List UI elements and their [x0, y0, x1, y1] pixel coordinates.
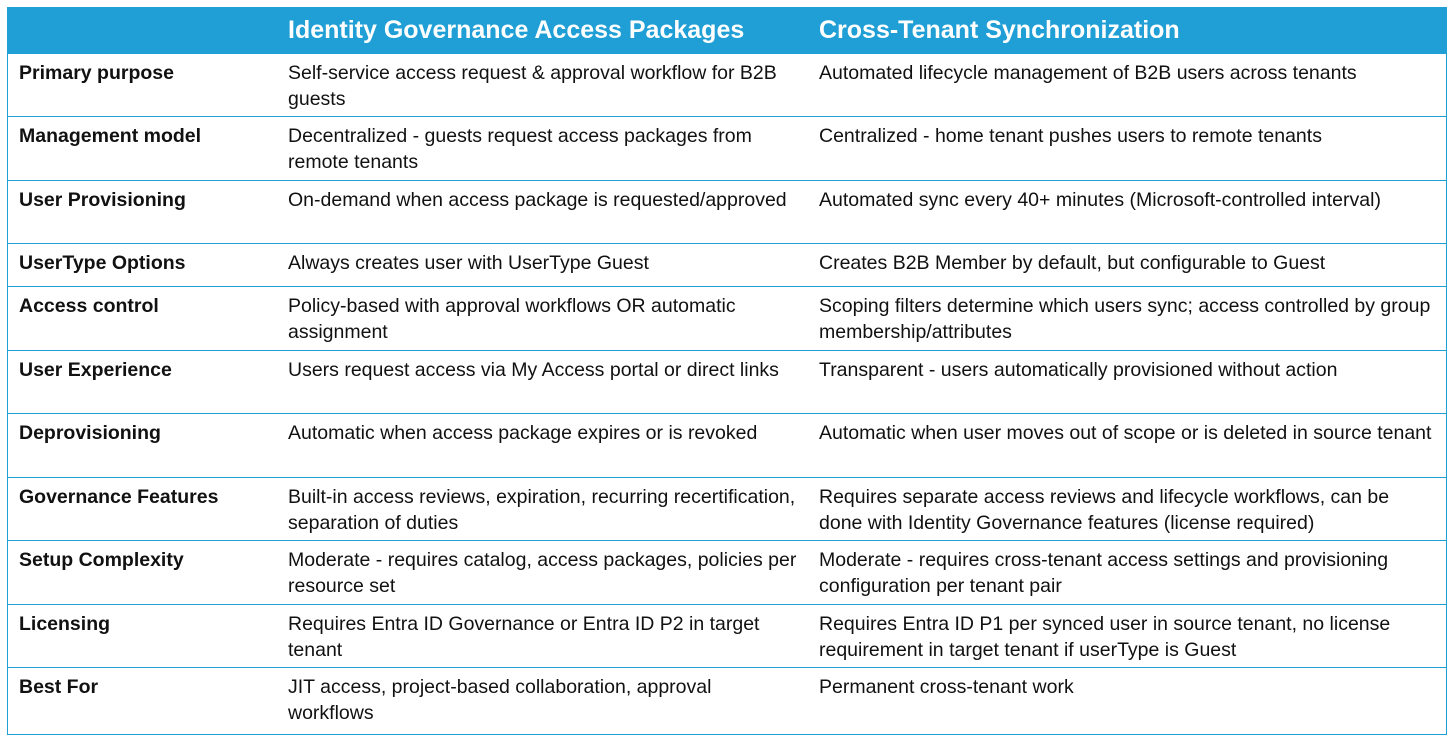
row-cts: Automatic when user moves out of scope or is deleted in source tenant — [819, 422, 1432, 444]
table-row — [8, 541, 1446, 605]
row-cts: Scoping filters determine which users sync; access controlled by group membership/attributes — [819, 295, 1431, 343]
row-cts: Creates B2B Member by default, but configurable to Guest — [819, 252, 1326, 274]
row-cts: Centralized - home tenant pushes users to remote tenants — [819, 125, 1322, 147]
row-igap: Decentralized - guests request access packages from remote tenants — [288, 125, 752, 173]
table-row — [8, 244, 1446, 287]
header-feature — [8, 8, 277, 53]
row-feature: User Provisioning — [19, 188, 186, 211]
row-feature: Governance Features — [19, 485, 219, 508]
row-igap: Moderate - requires catalog, access packages, policies per resource set — [288, 549, 797, 597]
row-cts: Automated lifecycle management of B2B users across tenants — [819, 61, 1357, 84]
row-igap: Self-service access request & approval workflow for B2B guests — [288, 61, 777, 110]
comparison-table — [8, 8, 1446, 731]
row-igap: Built-in access reviews, expiration, recurring recertification, separation of duties — [288, 485, 796, 534]
row-cts: Requires Entra ID P1 per synced user in source tenant, no license requirement in target tenant if userType is Guest — [819, 612, 1391, 661]
table-row — [8, 668, 1446, 732]
row-feature: Best For — [19, 676, 99, 698]
row-cts: Permanent cross-tenant work — [819, 676, 1074, 698]
row-feature: Management model — [19, 125, 202, 147]
table-row — [8, 414, 1446, 478]
row-igap: Automatic when access package expires or is revoked — [288, 422, 758, 444]
header-cross-tenant-sync: Cross-Tenant Synchronization — [819, 15, 1180, 44]
row-igap: Always creates user with UserType Guest — [288, 252, 649, 274]
row-igap: JIT access, project-based collaboration, approval workflows — [288, 676, 712, 724]
table-row — [8, 53, 1446, 117]
table-row — [8, 604, 1446, 668]
table-row — [8, 287, 1446, 351]
row-feature: User Experience — [19, 358, 172, 381]
row-feature: UserType Options — [19, 252, 186, 274]
table-header-row — [8, 8, 1446, 53]
row-igap: On-demand when access package is requested/approved — [288, 188, 787, 211]
row-igap: Policy-based with approval workflows OR automatic assignment — [288, 295, 736, 343]
table-row — [8, 350, 1446, 414]
row-igap: Requires Entra ID Governance or Entra ID P2 in target tenant — [288, 612, 760, 661]
table-row — [8, 477, 1446, 541]
row-feature: Licensing — [19, 612, 111, 635]
row-feature: Setup Complexity — [19, 549, 184, 571]
row-feature: Deprovisioning — [19, 422, 161, 444]
row-cts: Requires separate access reviews and lifecycle workflows, can be done with Identity Governance features (license required) — [819, 485, 1390, 534]
row-feature: Access control — [19, 295, 159, 317]
row-cts: Automated sync every 40+ minutes (Microsoft-controlled interval) — [819, 188, 1381, 211]
row-igap: Users request access via My Access portal or direct links — [288, 358, 779, 381]
header-identity-governance: Identity Governance Access Packages — [288, 15, 745, 44]
row-cts: Transparent - users automatically provisioned without action — [819, 358, 1338, 381]
row-feature: Primary purpose — [19, 61, 174, 84]
table-row — [8, 117, 1446, 181]
table-row — [8, 180, 1446, 244]
comparison-table-container — [7, 7, 1447, 735]
row-cts: Moderate - requires cross-tenant access settings and provisioning configuration per tenant pair — [819, 549, 1389, 597]
